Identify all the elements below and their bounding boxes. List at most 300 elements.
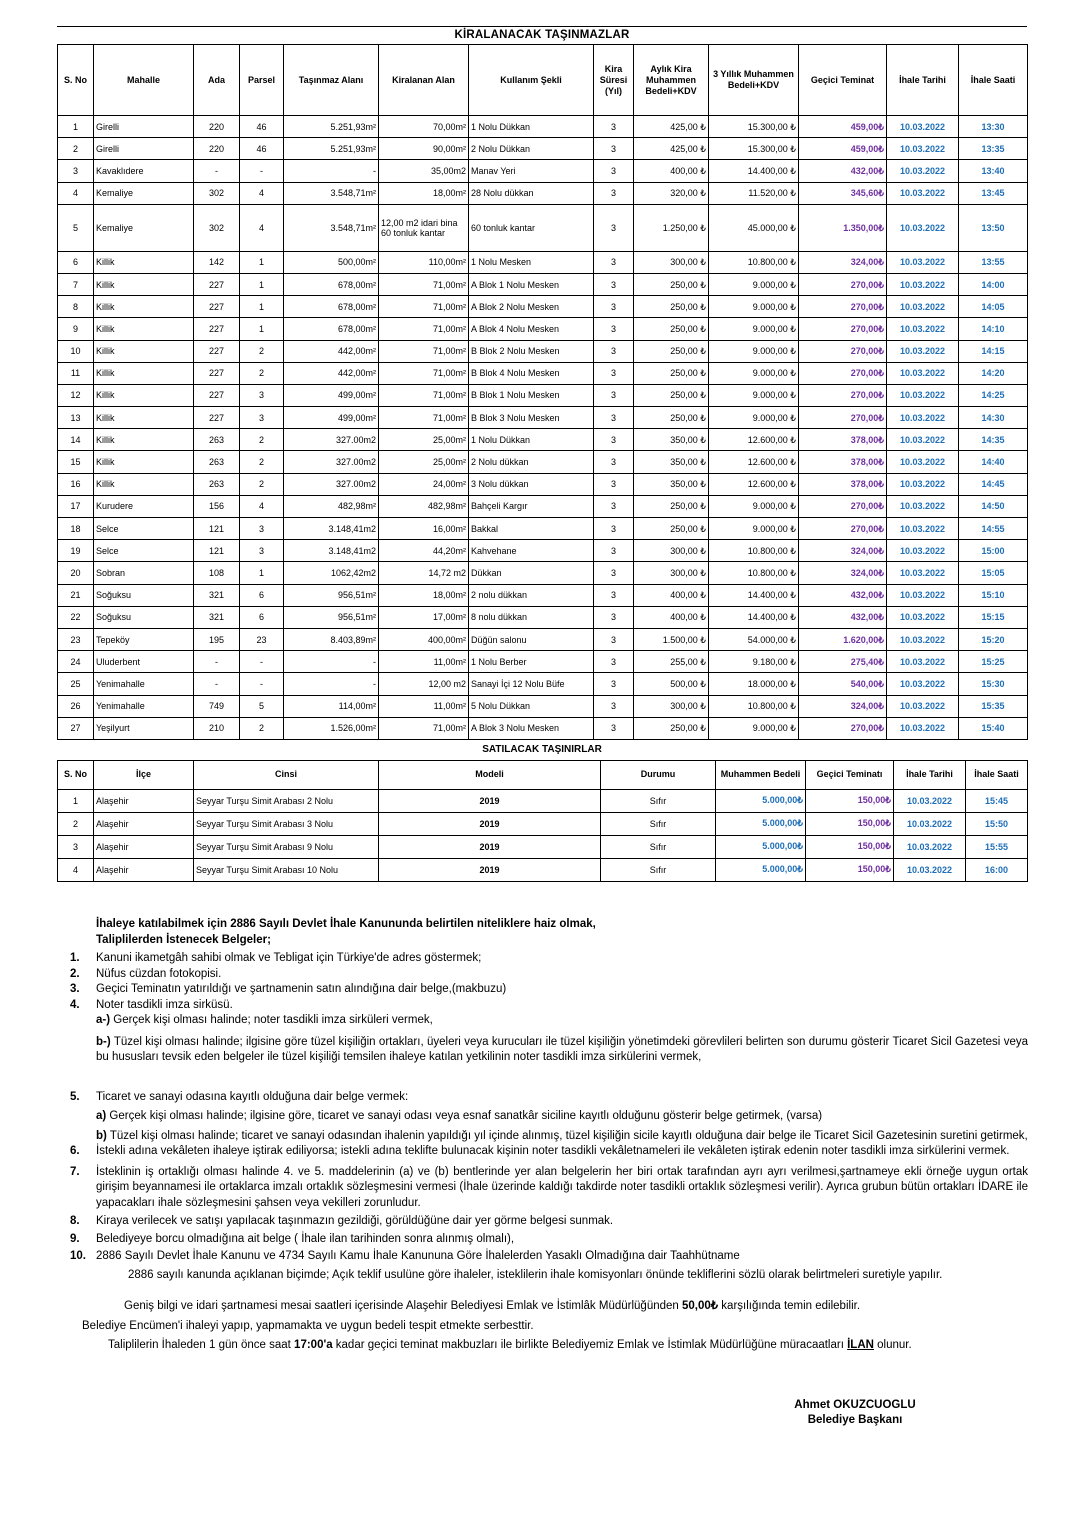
cell-kiralanan-alan: 25,00m² (379, 451, 469, 473)
cell-kullanim-sekli: A Blok 2 Nolu Mesken (469, 296, 594, 318)
cell-tasinmaz-alani: 442,00m² (284, 362, 379, 384)
cell-muhammen-bedeli: 5.000,00₺ (716, 858, 806, 881)
cell-sno: 1 (58, 116, 94, 138)
cell-aylik-kira: 400,00 ₺ (634, 584, 709, 606)
cell-mahalle: Soğuksu (94, 606, 194, 628)
cell-aylik-kira: 250,00 ₺ (634, 273, 709, 295)
cell-aylik-kira: 400,00 ₺ (634, 606, 709, 628)
cell-gecici-teminati: 150,00₺ (806, 812, 894, 835)
cell-aylik-kira: 250,00 ₺ (634, 362, 709, 384)
cell-tasinmaz-alani: 678,00m² (284, 273, 379, 295)
cell-mahalle: Kemaliye (94, 204, 194, 251)
cell-gecici-teminat: 275,40₺ (799, 651, 887, 673)
cell-ihale-tarihi: 10.03.2022 (894, 858, 966, 881)
cell-uc-yillik-bedel: 45.000,00 ₺ (709, 204, 799, 251)
table-row (58, 340, 1028, 362)
cell-tasinmaz-alani: 327.00m2 (284, 473, 379, 495)
table-row (58, 182, 1028, 204)
cell-aylik-kira: 1.500,00 ₺ (634, 628, 709, 650)
cell-ihale-tarihi: 10.03.2022 (887, 606, 959, 628)
cell-ada: 302 (194, 204, 240, 251)
cell-kiralanan-alan: 71,00m² (379, 340, 469, 362)
table-row (58, 138, 1028, 160)
cell-ihale-saati: 14:30 (959, 407, 1028, 429)
cell-gecici-teminati: 150,00₺ (806, 858, 894, 881)
cell-tasinmaz-alani: 327.00m2 (284, 451, 379, 473)
cell-tasinmaz-alani: 678,00m² (284, 318, 379, 340)
cell-aylik-kira: 255,00 ₺ (634, 651, 709, 673)
cell-parsel: 46 (240, 138, 284, 160)
cell-kiralanan-alan: 11,00m² (379, 695, 469, 717)
cell-kira-suresi: 3 (594, 407, 634, 429)
cell-kira-suresi: 3 (594, 518, 634, 540)
requirement-item-10: 10. 2886 Sayılı Devlet İhale Kanunu ve 4734 Sayılı Kamu İhale Kanununa Göre İhalelerden Yasaklı Olmadığına dair Taahhütname (70, 1250, 740, 1262)
table-row (58, 407, 1028, 429)
cell-kullanim-sekli: 60 tonluk kantar (469, 204, 594, 251)
cell-gecici-teminat: 270,00₺ (799, 362, 887, 384)
table-row (58, 160, 1028, 182)
table-row (58, 651, 1028, 673)
cell-ihale-tarihi: 10.03.2022 (887, 362, 959, 384)
cell-kira-suresi: 3 (594, 562, 634, 584)
table-row (58, 318, 1028, 340)
cell-uc-yillik-bedel: 9.000,00 ₺ (709, 362, 799, 384)
cell-kiralanan-alan: 71,00m² (379, 362, 469, 384)
cell-gecici-teminat: 432,00₺ (799, 584, 887, 606)
cell-kiralanan-alan: 12,00 m2 (379, 673, 469, 695)
cell-kullanim-sekli: Kahvehane (469, 540, 594, 562)
cell-parsel: 46 (240, 116, 284, 138)
cell-parsel: 4 (240, 495, 284, 517)
cell-kullanim-sekli: 1 Nolu Dükkan (469, 429, 594, 451)
cell-sno: 27 (58, 717, 94, 739)
cell-cinsi: Seyyar Turşu Simit Arabası 9 Nolu (194, 835, 379, 858)
cell-sno: 3 (58, 835, 94, 858)
cell-ihale-tarihi: 10.03.2022 (887, 138, 959, 160)
requirement-item-4b: b-) Tüzel kişi olması halinde; ilgisine göre tüzel kişiliğin ortakları, üyeleri veya kurucuları ile tüzel kişiliğin yönetimdeki görevlileri belirten son durumu gösterir Ticaret Sicil Gazetesi veya bu hususları tevsik eden belgeler ile tüzel kişiliği temsilen ihaleye katılan yetkilinin noter tasdikli imza sirkülerini vermek, (96, 1035, 1028, 1063)
table-row (58, 116, 1028, 138)
cell-parsel: 5 (240, 695, 284, 717)
cell-ihale-tarihi: 10.03.2022 (887, 182, 959, 204)
header-kira-suresi: Kira Süresi (Yıl) (594, 45, 634, 116)
cell-uc-yillik-bedel: 9.000,00 ₺ (709, 407, 799, 429)
cell-sno: 26 (58, 695, 94, 717)
cell-kiralanan-alan: 35,00m2 (379, 160, 469, 182)
sale-title: SATILACAK TAŞINIRLAR (482, 743, 602, 755)
cell-aylik-kira: 250,00 ₺ (634, 518, 709, 540)
cell-mahalle: Killik (94, 384, 194, 406)
requirements-heading: Taliplilerden İstenecek Belgeler; (96, 933, 271, 946)
cell-sno: 2 (58, 138, 94, 160)
table-row (58, 429, 1028, 451)
cell-parsel: 1 (240, 318, 284, 340)
cell-ada: 121 (194, 540, 240, 562)
cell-kira-suresi: 3 (594, 138, 634, 160)
requirement-item-9: 9. Belediyeye borcu olmadığına ait belge ( İhale ilan tarihinden sonra alınmış olmalı), (70, 1232, 515, 1245)
cell-gecici-teminati: 150,00₺ (806, 835, 894, 858)
cell-durumu: Sıfır (601, 835, 716, 858)
signature-title: Belediye Başkanı (807, 1414, 903, 1426)
cell-gecici-teminat: 324,00₺ (799, 540, 887, 562)
cell-sno: 8 (58, 296, 94, 318)
cell-ihale-saati: 14:10 (959, 318, 1028, 340)
cell-ada: 227 (194, 296, 240, 318)
cell-ihale-tarihi: 10.03.2022 (887, 518, 959, 540)
cell-kiralanan-alan: 482,98m² (379, 495, 469, 517)
header-sno: S. No (58, 760, 94, 789)
cell-kullanim-sekli: Manav Yeri (469, 160, 594, 182)
table-row (58, 296, 1028, 318)
cell-ada: 302 (194, 182, 240, 204)
cell-ada: 142 (194, 251, 240, 273)
cell-sno: 3 (58, 160, 94, 182)
cell-ihale-tarihi: 10.03.2022 (887, 340, 959, 362)
cell-aylik-kira: 300,00 ₺ (634, 251, 709, 273)
cell-mahalle: Soğuksu (94, 584, 194, 606)
cell-gecici-teminat: 540,00₺ (799, 673, 887, 695)
cell-ada: - (194, 673, 240, 695)
cell-uc-yillik-bedel: 9.000,00 ₺ (709, 518, 799, 540)
cell-aylik-kira: 300,00 ₺ (634, 562, 709, 584)
requirement-item-1: 1. Kanuni ikametgâh sahibi olmak ve Tebligat için Türkiye'de adres göstermek; (70, 952, 482, 964)
cell-kira-suresi: 3 (594, 695, 634, 717)
requirement-item-7: 7. İsteklinin iş ortaklığı olması halinde 4. ve 5. maddelerinin (a) ve (b) bentlerinde yer alan belgelerin her biri ortak tarafından ayrı ayrı verilmesi,şartnameye ekli örneğe uygun ortak girişim beyannamesi ile ortaklarca imzalı ortaklık sözleşmesini vermesi (İhale üzerinde kaldığı takdirde noter tasdikli ortaklık sözleşmesi verilir). Ayrıca grubun bütün ortakları İDARE ile yapacakları ihale sözleşmesini şahsen veya vekilleri zorunludur. (70, 1165, 1028, 1209)
cell-sno: 9 (58, 318, 94, 340)
cell-ihale-saati: 16:00 (966, 858, 1028, 881)
cell-kira-suresi: 3 (594, 717, 634, 739)
cell-tasinmaz-alani: 1062,42m2 (284, 562, 379, 584)
cell-ilce: Alaşehir (94, 858, 194, 881)
cell-gecici-teminat: 1.350,00₺ (799, 204, 887, 251)
cell-kira-suresi: 3 (594, 584, 634, 606)
table-row (58, 540, 1028, 562)
requirement-item-4: 4. Noter tasdikli imza sirküsü. (70, 998, 233, 1011)
cell-ilce: Alaşehir (94, 789, 194, 812)
cell-sno: 16 (58, 473, 94, 495)
header-ada: Ada (194, 45, 240, 116)
cell-kiralanan-alan: 90,00m² (379, 138, 469, 160)
cell-ada: 263 (194, 429, 240, 451)
cell-tasinmaz-alani: 956,51m² (284, 606, 379, 628)
requirement-item-5: 5. Ticaret ve sanayi odasına kayıtlı olduğuna dair belge vermek: (70, 1090, 409, 1103)
cell-gecici-teminat: 378,00₺ (799, 451, 887, 473)
cell-kira-suresi: 3 (594, 204, 634, 251)
cell-mahalle: Killik (94, 407, 194, 429)
cell-gecici-teminat: 324,00₺ (799, 695, 887, 717)
cell-gecici-teminati: 150,00₺ (806, 789, 894, 812)
page-title: KİRALANACAK TAŞINMAZLAR (454, 29, 630, 41)
cell-ihale-saati: 14:40 (959, 451, 1028, 473)
cell-ada: - (194, 651, 240, 673)
header-ihale-tarihi: İhale Tarihi (887, 45, 959, 116)
cell-gecici-teminat: 432,00₺ (799, 606, 887, 628)
cell-gecici-teminat: 270,00₺ (799, 296, 887, 318)
cell-uc-yillik-bedel: 14.400,00 ₺ (709, 160, 799, 182)
cell-gecici-teminat: 270,00₺ (799, 518, 887, 540)
cell-cinsi: Seyyar Turşu Simit Arabası 10 Nolu (194, 858, 379, 881)
note-open-tender: 2886 sayılı kanunda açıklanan biçimde; Açık teklif usulüne göre ihaleler, isteklilerin ihale komisyonları önünde tekliflerini sözlü olarak belirtmeleri suretiyle yapılır. (128, 1268, 943, 1281)
header-tasinmaz-alani: Taşınmaz Alanı (284, 45, 379, 116)
cell-kullanim-sekli: 1 Nolu Berber (469, 651, 594, 673)
cell-kiralanan-alan: 18,00m² (379, 584, 469, 606)
cell-kullanim-sekli: 2 nolu dükkan (469, 584, 594, 606)
cell-kira-suresi: 3 (594, 451, 634, 473)
cell-sno: 14 (58, 429, 94, 451)
cell-ihale-tarihi: 10.03.2022 (887, 407, 959, 429)
table-row (58, 835, 1028, 858)
cell-tasinmaz-alani: 442,00m² (284, 340, 379, 362)
cell-ihale-saati: 13:30 (959, 116, 1028, 138)
cell-uc-yillik-bedel: 10.800,00 ₺ (709, 562, 799, 584)
cell-tasinmaz-alani: - (284, 651, 379, 673)
note-application: Taliplilerin İhaleden 1 gün önce saat 17:00'a kadar geçici teminat makbuzları ile birlikte Belediyemiz Emlak ve İstimlak Müdürlüğüne müracaatları İLAN olunur. (108, 1339, 912, 1351)
header-ihale-saati: İhale Saati (966, 760, 1028, 789)
cell-kira-suresi: 3 (594, 160, 634, 182)
cell-sno: 13 (58, 407, 94, 429)
cell-tasinmaz-alani: 678,00m² (284, 296, 379, 318)
cell-tasinmaz-alani: 499,00m² (284, 407, 379, 429)
cell-kira-suresi: 3 (594, 473, 634, 495)
cell-ada: 263 (194, 451, 240, 473)
cell-aylik-kira: 300,00 ₺ (634, 540, 709, 562)
cell-parsel: 23 (240, 628, 284, 650)
cell-ihale-saati: 15:45 (966, 789, 1028, 812)
cell-ihale-saati: 13:50 (959, 204, 1028, 251)
cell-parsel: 2 (240, 473, 284, 495)
cell-gecici-teminat: 324,00₺ (799, 251, 887, 273)
cell-ihale-saati: 15:10 (959, 584, 1028, 606)
cell-kullanim-sekli: B Blok 4 Nolu Mesken (469, 362, 594, 384)
cell-mahalle: Kavaklıdere (94, 160, 194, 182)
cell-kullanim-sekli: Düğün salonu (469, 628, 594, 650)
cell-ihale-tarihi: 10.03.2022 (887, 584, 959, 606)
cell-cinsi: Seyyar Turşu Simit Arabası 3 Nolu (194, 812, 379, 835)
cell-ihale-tarihi: 10.03.2022 (887, 628, 959, 650)
cell-kullanim-sekli: Dükkan (469, 562, 594, 584)
cell-ihale-saati: 15:40 (959, 717, 1028, 739)
cell-kullanim-sekli: 2 Nolu dükkan (469, 451, 594, 473)
cell-mahalle: Selce (94, 540, 194, 562)
table-row (58, 473, 1028, 495)
cell-ihale-tarihi: 10.03.2022 (887, 673, 959, 695)
cell-ilce: Alaşehir (94, 812, 194, 835)
cell-modeli: 2019 (379, 858, 601, 881)
cell-modeli: 2019 (379, 789, 601, 812)
cell-durumu: Sıfır (601, 858, 716, 881)
cell-kullanim-sekli: Sanayi İçi 12 Nolu Büfe (469, 673, 594, 695)
table-row (58, 495, 1028, 517)
cell-sno: 10 (58, 340, 94, 362)
cell-sno: 4 (58, 182, 94, 204)
cell-ihale-tarihi: 10.03.2022 (887, 717, 959, 739)
cell-aylik-kira: 250,00 ₺ (634, 296, 709, 318)
cell-ilce: Alaşehir (94, 835, 194, 858)
cell-ihale-saati: 14:25 (959, 384, 1028, 406)
cell-kiralanan-alan: 44,20m² (379, 540, 469, 562)
cell-kullanim-sekli: 5 Nolu Dükkan (469, 695, 594, 717)
cell-ihale-tarihi: 10.03.2022 (887, 116, 959, 138)
cell-kullanim-sekli: B Blok 3 Nolu Mesken (469, 407, 594, 429)
header-gecici-teminati: Geçici Teminatı (806, 760, 894, 789)
cell-kullanim-sekli: A Blok 1 Nolu Mesken (469, 273, 594, 295)
cell-mahalle: Yenimahalle (94, 695, 194, 717)
cell-kira-suresi: 3 (594, 318, 634, 340)
cell-kira-suresi: 3 (594, 429, 634, 451)
cell-ihale-saati: 15:55 (966, 835, 1028, 858)
cell-aylik-kira: 300,00 ₺ (634, 695, 709, 717)
cell-ada: 108 (194, 562, 240, 584)
cell-ada: 156 (194, 495, 240, 517)
cell-uc-yillik-bedel: 10.800,00 ₺ (709, 695, 799, 717)
cell-gecici-teminat: 459,00₺ (799, 138, 887, 160)
cell-ihale-tarihi: 10.03.2022 (887, 540, 959, 562)
cell-uc-yillik-bedel: 15.300,00 ₺ (709, 116, 799, 138)
cell-parsel: 6 (240, 584, 284, 606)
cell-tasinmaz-alani: 5.251,93m² (284, 138, 379, 160)
cell-kira-suresi: 3 (594, 384, 634, 406)
header-ilce: İlçe (94, 760, 194, 789)
cell-tasinmaz-alani: - (284, 673, 379, 695)
cell-sno: 25 (58, 673, 94, 695)
cell-mahalle: Selce (94, 518, 194, 540)
cell-sno: 18 (58, 518, 94, 540)
cell-kiralanan-alan: 25,00m² (379, 429, 469, 451)
cell-kiralanan-alan: 71,00m² (379, 296, 469, 318)
table-row (58, 451, 1028, 473)
cell-mahalle: Sobran (94, 562, 194, 584)
cell-parsel: 1 (240, 273, 284, 295)
cell-ada: 227 (194, 318, 240, 340)
cell-sno: 6 (58, 251, 94, 273)
cell-tasinmaz-alani: 3.148,41m2 (284, 540, 379, 562)
cell-modeli: 2019 (379, 812, 601, 835)
cell-kira-suresi: 3 (594, 116, 634, 138)
cell-mahalle: Killik (94, 451, 194, 473)
cell-uc-yillik-bedel: 9.000,00 ₺ (709, 273, 799, 295)
cell-tasinmaz-alani: 956,51m² (284, 584, 379, 606)
cell-sno: 22 (58, 606, 94, 628)
table-row (58, 628, 1028, 650)
cell-mahalle: Tepeköy (94, 628, 194, 650)
cell-kiralanan-alan: 71,00m² (379, 717, 469, 739)
header-uc-yillik-bedel: 3 Yıllık Muhammen Bedeli+KDV (709, 45, 799, 116)
cell-parsel: - (240, 160, 284, 182)
cell-aylik-kira: 250,00 ₺ (634, 318, 709, 340)
cell-ihale-saati: 14:55 (959, 518, 1028, 540)
requirement-item-5b: b) Tüzel kişi olması halinde; ticaret ve sanayi odasından ihalenin yapıldığı yıl içinde alınmış, tüzel kişiliğin sicile kayıtlı olduğuna dair belge ile Ticaret Sicil Gazetesinin suretini getirmek, (96, 1129, 1028, 1142)
cell-kira-suresi: 3 (594, 251, 634, 273)
cell-ihale-saati: 15:35 (959, 695, 1028, 717)
cell-uc-yillik-bedel: 10.800,00 ₺ (709, 540, 799, 562)
cell-kullanim-sekli: A Blok 4 Nolu Mesken (469, 318, 594, 340)
cell-mahalle: Yenimahalle (94, 673, 194, 695)
cell-ada: 210 (194, 717, 240, 739)
cell-kira-suresi: 3 (594, 673, 634, 695)
cell-aylik-kira: 350,00 ₺ (634, 451, 709, 473)
header-aylik-kira: Aylık Kira Muhammen Bedeli+KDV (634, 45, 709, 116)
cell-aylik-kira: 250,00 ₺ (634, 407, 709, 429)
requirement-item-2: 2. Nüfus cüzdan fotokopisi. (70, 967, 222, 980)
cell-parsel: 2 (240, 362, 284, 384)
header-ihale-tarihi: İhale Tarihi (894, 760, 966, 789)
cell-tasinmaz-alani: 5.251,93m² (284, 116, 379, 138)
table-row (58, 673, 1028, 695)
cell-parsel: 1 (240, 296, 284, 318)
cell-ihale-saati: 14:45 (959, 473, 1028, 495)
cell-kira-suresi: 3 (594, 296, 634, 318)
cell-kullanim-sekli: 1 Nolu Dükkan (469, 116, 594, 138)
cell-sno: 21 (58, 584, 94, 606)
cell-ada: 121 (194, 518, 240, 540)
cell-aylik-kira: 350,00 ₺ (634, 473, 709, 495)
cell-parsel: 3 (240, 407, 284, 429)
cell-ada: 749 (194, 695, 240, 717)
cell-ihale-tarihi: 10.03.2022 (887, 251, 959, 273)
cell-cinsi: Seyyar Turşu Simit Arabası 2 Nolu (194, 789, 379, 812)
sale-table-header (58, 760, 1028, 789)
cell-kullanim-sekli: 1 Nolu Mesken (469, 251, 594, 273)
cell-uc-yillik-bedel: 12.600,00 ₺ (709, 473, 799, 495)
cell-sno: 11 (58, 362, 94, 384)
cell-ada: 227 (194, 407, 240, 429)
cell-durumu: Sıfır (601, 812, 716, 835)
cell-parsel: 6 (240, 606, 284, 628)
cell-ihale-saati: 15:30 (959, 673, 1028, 695)
cell-sno: 24 (58, 651, 94, 673)
cell-tasinmaz-alani: 500,00m² (284, 251, 379, 273)
table-row (58, 518, 1028, 540)
cell-uc-yillik-bedel: 54.000,00 ₺ (709, 628, 799, 650)
cell-ihale-saati: 15:05 (959, 562, 1028, 584)
cell-aylik-kira: 500,00 ₺ (634, 673, 709, 695)
cell-sno: 15 (58, 451, 94, 473)
table-row (58, 584, 1028, 606)
cell-ada: 227 (194, 384, 240, 406)
cell-ada: 220 (194, 138, 240, 160)
cell-kiralanan-alan: 71,00m² (379, 318, 469, 340)
cell-mahalle: Killik (94, 318, 194, 340)
cell-uc-yillik-bedel: 18.000,00 ₺ (709, 673, 799, 695)
requirements-intro: İhaleye katılabilmek için 2886 Sayılı Devlet İhale Kanununda belirtilen niteliklere haiz olmak, (96, 918, 596, 930)
requirement-item-4a: a-) Gerçek kişi olması halinde; noter tasdikli imza sirküleri vermek, (96, 1014, 433, 1026)
cell-ihale-tarihi: 10.03.2022 (887, 695, 959, 717)
header-sno: S. No (58, 45, 94, 116)
cell-uc-yillik-bedel: 9.000,00 ₺ (709, 384, 799, 406)
cell-sno: 17 (58, 495, 94, 517)
requirement-item-8: 8. Kiraya verilecek ve satışı yapılacak taşınmazın gezildiği, görüldüğüne dair yer görme belgesi sunmak. (70, 1215, 614, 1227)
cell-ihale-tarihi: 10.03.2022 (887, 273, 959, 295)
cell-mahalle: Killik (94, 473, 194, 495)
cell-kullanim-sekli: A Blok 3 Nolu Mesken (469, 717, 594, 739)
cell-ihale-saati: 14:35 (959, 429, 1028, 451)
header-parsel: Parsel (240, 45, 284, 116)
table-row (58, 606, 1028, 628)
cell-ihale-saati: 13:35 (959, 138, 1028, 160)
cell-sno: 5 (58, 204, 94, 251)
table-row (58, 384, 1028, 406)
cell-uc-yillik-bedel: 9.000,00 ₺ (709, 296, 799, 318)
cell-kiralanan-alan: 400,00m² (379, 628, 469, 650)
cell-kullanim-sekli: 8 nolu dükkan (469, 606, 594, 628)
cell-gecici-teminat: 1.620,00₺ (799, 628, 887, 650)
table-row (58, 562, 1028, 584)
cell-kira-suresi: 3 (594, 495, 634, 517)
cell-ihale-saati: 14:00 (959, 273, 1028, 295)
cell-mahalle: Killik (94, 362, 194, 384)
cell-uc-yillik-bedel: 9.000,00 ₺ (709, 717, 799, 739)
cell-kiralanan-alan: 70,00m² (379, 116, 469, 138)
table-row (58, 858, 1028, 881)
